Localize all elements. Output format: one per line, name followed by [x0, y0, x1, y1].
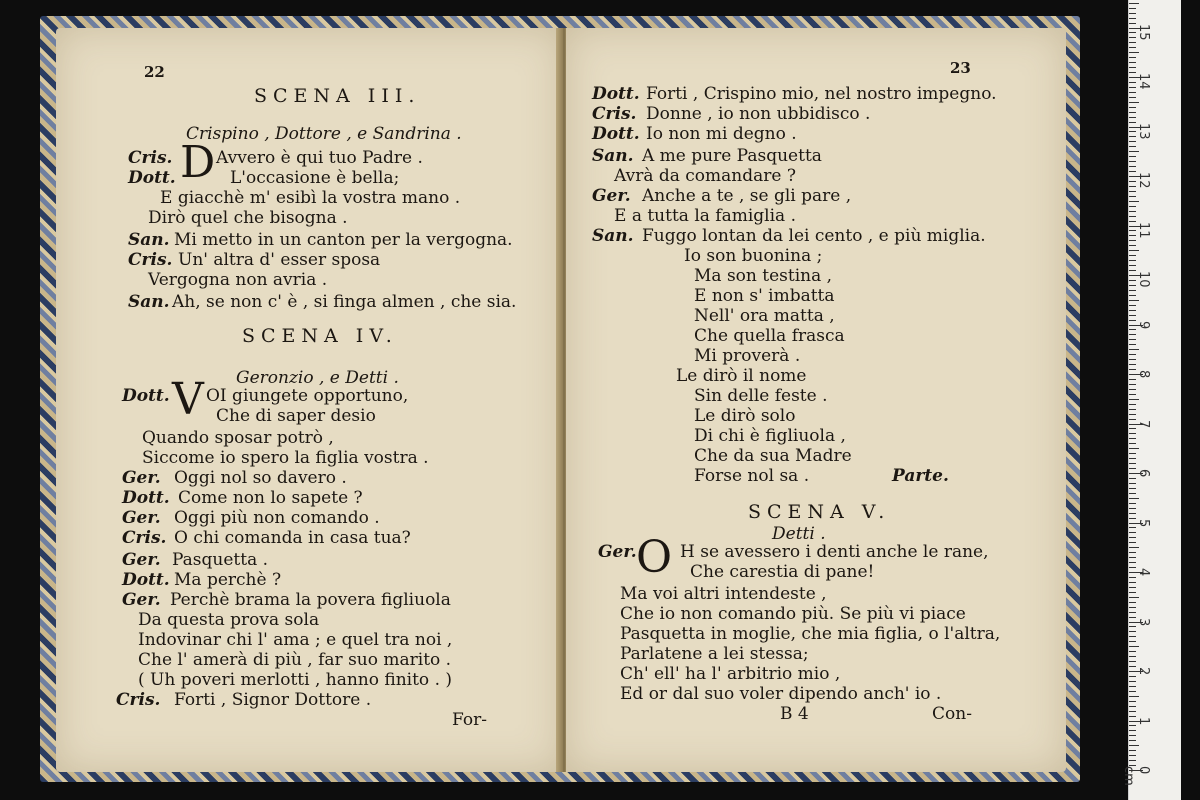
ruler-tick: [1129, 686, 1136, 687]
verse-line: Donne , io non ubbidisco .: [646, 104, 871, 124]
drop-cap: D: [180, 137, 216, 188]
ruler-tick: [1129, 661, 1136, 662]
aria-line: Che da sua Madre: [694, 446, 852, 466]
ruler-tick: [1129, 656, 1136, 657]
ruler-tick: [1129, 607, 1136, 608]
ruler-tick: [1129, 359, 1136, 360]
ruler-tick: [1129, 52, 1139, 53]
ruler-tick: [1129, 493, 1136, 494]
aria-line: Sin delle feste .: [694, 386, 828, 406]
ruler-tick: [1129, 631, 1136, 632]
ruler-tick: [1129, 72, 1136, 73]
ruler-tick: [1129, 300, 1139, 301]
verse-line: Ma voi altri intendeste ,: [620, 584, 827, 604]
ruler-tick: [1129, 666, 1136, 667]
ruler-tick: [1129, 735, 1136, 736]
verse-line: Ed or dal suo voler dipendo anch' io .: [620, 684, 942, 704]
signature-mark: B 4: [780, 704, 809, 724]
ruler-tick: [1129, 379, 1136, 380]
verse-line: Pasquetta .: [172, 550, 269, 570]
verse-line: Ma perchè ?: [174, 570, 282, 590]
aria-line: Io son buonina ;: [684, 246, 823, 266]
ruler-tick: [1129, 136, 1136, 137]
aria-line: Mi proverà .: [694, 346, 801, 366]
ruler-tick: [1129, 166, 1136, 167]
verse-line: Siccome io spero la figlia vostra .: [142, 448, 429, 468]
ruler-tick: [1129, 587, 1136, 588]
verse-line: Oggi nol so davero .: [174, 468, 347, 488]
ruler-tick: [1129, 349, 1139, 350]
verse-line: Io non mi degno .: [646, 124, 797, 144]
aria-line: E non s' imbatta: [694, 286, 835, 306]
drop-cap: V: [172, 374, 204, 425]
ruler-tick: [1129, 641, 1136, 642]
ruler-tick: [1129, 320, 1136, 321]
speaker: Dott.: [592, 84, 640, 104]
speaker: Dott.: [122, 570, 170, 590]
ruler-tick: [1129, 711, 1136, 712]
ruler-tick: [1129, 602, 1136, 603]
aria-line: Ma son testina ,: [694, 266, 833, 286]
ruler-tick: [1129, 255, 1136, 256]
scene-heading: SCENA III.: [254, 85, 421, 107]
ruler-label: 11: [1136, 221, 1151, 239]
aria-line: Nell' ora matta ,: [694, 306, 835, 326]
ruler-tick: [1129, 542, 1136, 543]
ruler-tick: [1129, 354, 1136, 355]
ruler-tick: [1129, 235, 1136, 236]
ruler-tick: [1129, 171, 1136, 172]
exit-direction: Parte.: [892, 466, 949, 486]
verse-line: Avvero è qui tuo Padre .: [216, 148, 423, 168]
ruler-tick: [1129, 201, 1139, 202]
ruler-tick: [1129, 696, 1139, 697]
speaker: Ger.: [122, 550, 161, 570]
ruler-tick: [1129, 557, 1136, 558]
speaker: San.: [128, 292, 170, 312]
ruler-tick: [1129, 369, 1136, 370]
scene-cast: Geronzio , e Detti .: [236, 368, 399, 388]
right-page: [566, 28, 1066, 772]
ruler-tick: [1129, 57, 1136, 58]
ruler-tick: [1129, 211, 1136, 212]
ruler-tick: [1129, 260, 1136, 261]
ruler-tick: [1129, 760, 1136, 761]
ruler-tick: [1129, 161, 1136, 162]
speaker: San.: [592, 146, 634, 166]
ruler-label: 3: [1136, 617, 1151, 626]
ruler-tick: [1129, 562, 1136, 563]
speaker: Dott.: [122, 488, 170, 508]
ruler-label: 14: [1136, 73, 1151, 90]
scene-cast: Detti .: [772, 524, 826, 544]
verse-line: Che di saper desio: [216, 406, 376, 426]
verse-line: O chi comanda in casa tua?: [174, 528, 411, 548]
speaker: Ger.: [122, 508, 161, 528]
ruler-tick: [1129, 443, 1136, 444]
speaker: Dott.: [128, 168, 176, 188]
aria-line: Che quella frasca: [694, 326, 845, 346]
scene-heading: SCENA IV.: [242, 325, 398, 347]
scene-cast: Crispino , Dottore , e Sandrina .: [186, 124, 462, 144]
page-number: 23: [950, 59, 971, 77]
ruler-tick: [1129, 626, 1136, 627]
ruler-tick: [1129, 285, 1136, 286]
ruler-tick: [1129, 394, 1136, 395]
ruler-tick: [1129, 750, 1136, 751]
verse-line: Parlatene a lei stessa;: [620, 644, 809, 664]
verse-line: Ch' ell' ha l' arbitrio mio ,: [620, 664, 841, 684]
verse-line: A me pure Pasquetta: [642, 146, 822, 166]
verse-line: Un' altra d' esser sposa: [178, 250, 381, 270]
speaker: Cris.: [592, 104, 637, 124]
ruler-label: 15: [1136, 23, 1151, 41]
ruler-tick: [1129, 245, 1136, 246]
ruler-tick: [1129, 438, 1136, 439]
ruler-tick: [1129, 117, 1136, 118]
ruler-tick: [1129, 191, 1136, 192]
verse-line: Ah, se non c' è , si finga almen , che sia.: [172, 292, 517, 312]
ruler-tick: [1129, 87, 1136, 88]
verse-line: ( Uh poveri merlotti , hanno finito . ): [138, 670, 453, 690]
verse-line: Mi metto in un canton per la vergogna.: [174, 230, 513, 250]
speaker: Cris.: [116, 690, 161, 710]
ruler-tick: [1129, 730, 1136, 731]
ruler-tick: [1129, 240, 1136, 241]
ruler-tick: [1129, 141, 1136, 142]
ruler-tick: [1129, 612, 1136, 613]
ruler-tick: [1129, 37, 1136, 38]
ruler-tick: [1129, 265, 1136, 266]
ruler-tick: [1129, 468, 1136, 469]
ruler-tick: [1129, 32, 1136, 33]
scene-heading: SCENA V.: [748, 501, 891, 523]
ruler-tick: [1129, 582, 1136, 583]
page-number: 22: [144, 63, 165, 81]
ruler-label: 2: [1136, 667, 1151, 676]
verse-line: Anche a te , se gli pare ,: [642, 186, 852, 206]
speaker: Ger.: [592, 186, 631, 206]
aria-line: Le dirò il nome: [676, 366, 807, 386]
drop-cap: O: [636, 532, 673, 583]
ruler-tick: [1129, 453, 1136, 454]
ruler-tick: [1129, 156, 1136, 157]
ruler-tick: [1129, 448, 1139, 449]
ruler-tick: [1129, 636, 1136, 637]
ruler-tick: [1129, 463, 1136, 464]
ruler-label: 6: [1136, 469, 1151, 478]
ruler-tick: [1129, 206, 1136, 207]
ruler-tick: [1129, 23, 1136, 24]
ruler-tick: [1129, 567, 1136, 568]
ruler-tick: [1129, 290, 1136, 291]
ruler-label: 7: [1136, 419, 1151, 428]
ruler-tick: [1129, 334, 1136, 335]
ruler-tick: [1129, 725, 1136, 726]
ruler-tick: [1129, 389, 1136, 390]
speaker: Ger.: [598, 542, 637, 562]
ruler-tick: [1129, 97, 1136, 98]
ruler-tick: [1129, 315, 1136, 316]
ruler-tick: [1129, 112, 1136, 113]
ruler-tick: [1129, 646, 1139, 647]
ruler-label: 9: [1136, 320, 1151, 329]
speaker: Cris.: [122, 528, 167, 548]
ruler-tick: [1129, 414, 1136, 415]
ruler-tick: [1129, 230, 1136, 231]
ruler-tick: [1129, 42, 1136, 43]
verse-line: Avrà da comandare ?: [614, 166, 796, 186]
ruler-label: 12: [1136, 172, 1151, 189]
speaker: San.: [128, 230, 170, 250]
verse-line: OI giungete opportuno,: [206, 386, 409, 406]
ruler-tick: [1129, 433, 1136, 434]
ruler-tick: [1129, 18, 1136, 19]
ruler-tick: [1129, 13, 1136, 14]
ruler-tick: [1129, 577, 1136, 578]
ruler-tick: [1129, 691, 1136, 692]
left-page: [56, 28, 562, 772]
ruler-tick: [1129, 67, 1136, 68]
verse-line: Indovinar chi l' ama ; e quel tra noi ,: [138, 630, 453, 650]
ruler-tick: [1129, 597, 1139, 598]
ruler-label: 4: [1136, 568, 1151, 577]
verse-line: Che l' amerà di più , far suo marito .: [138, 650, 452, 670]
ruler-tick: [1129, 107, 1136, 108]
ruler-tick: [1129, 216, 1136, 217]
ruler-tick: [1129, 532, 1136, 533]
ruler-tick: [1129, 151, 1139, 152]
ruler-tick: [1129, 478, 1136, 479]
ruler-tick: [1129, 131, 1136, 132]
ruler-tick: [1129, 706, 1136, 707]
catchword: For-: [452, 710, 487, 730]
ruler-tick: [1129, 527, 1136, 528]
ruler-tick: [1129, 745, 1139, 746]
ruler-tick: [1129, 329, 1136, 330]
ruler-tick: [1129, 102, 1139, 103]
verse-line: Da questa prova sola: [138, 610, 320, 630]
ruler-tick: [1129, 364, 1136, 365]
ruler-tick: [1129, 250, 1139, 251]
ruler-tick: [1129, 8, 1136, 9]
ruler-tick: [1129, 518, 1136, 519]
ruler-tick: [1129, 651, 1136, 652]
ruler-tick: [1129, 498, 1139, 499]
verse-line: Che io non comando più. Se più vi piace: [620, 604, 966, 624]
ruler-tick: [1129, 428, 1136, 429]
speaker: Ger.: [122, 468, 161, 488]
ruler-tick: [1129, 384, 1136, 385]
ruler-tick: [1129, 122, 1136, 123]
ruler-tick: [1129, 310, 1136, 311]
ruler-tick: [1129, 537, 1136, 538]
verse-line: Come non lo sapete ?: [178, 488, 363, 508]
ruler-tick: [1129, 701, 1136, 702]
ruler-tick: [1129, 280, 1136, 281]
ruler-tick: [1129, 552, 1136, 553]
ruler-tick: [1129, 592, 1136, 593]
ruler-label: 10: [1136, 271, 1151, 288]
measurement-ruler: [1121, 0, 1181, 800]
ruler-tick: [1129, 186, 1136, 187]
speaker: San.: [592, 226, 634, 246]
aria-line: Di chi è figliuola ,: [694, 426, 846, 446]
verse-line: Fuggo lontan da lei cento , e più miglia.: [642, 226, 986, 246]
ruler-label: 8: [1136, 370, 1151, 379]
verse-line: E giacchè m' esibì la vostra mano .: [160, 188, 461, 208]
speaker: Cris.: [128, 148, 173, 168]
ruler-tick: [1129, 344, 1136, 345]
verse-line: Vergogna non avria .: [148, 270, 328, 290]
ruler-tick: [1129, 508, 1136, 509]
verse-line: Oggi più non comando .: [174, 508, 380, 528]
ruler-tick: [1129, 47, 1136, 48]
speaker: Dott.: [592, 124, 640, 144]
ruler-tick: [1129, 82, 1136, 83]
ruler-tick: [1129, 270, 1136, 271]
ruler-label: 13: [1136, 122, 1151, 140]
ruler-tick: [1129, 716, 1136, 717]
ruler-tick: [1129, 295, 1136, 296]
verse-line: E a tutta la famiglia .: [614, 206, 796, 226]
ruler-tick: [1129, 419, 1136, 420]
verse-line: Pasquetta in moglie, che mia figlia, o l'altra,: [620, 624, 1001, 644]
ruler-tick: [1129, 488, 1136, 489]
ruler-label: 5: [1136, 518, 1151, 527]
verse-line: L'occasione è bella;: [230, 168, 400, 188]
ruler-tick: [1129, 681, 1136, 682]
verse-line: Forti , Signor Dottore .: [174, 690, 372, 710]
verse-line: Che carestia di pane!: [690, 562, 875, 582]
ruler-tick: [1129, 399, 1139, 400]
ruler-tick: [1129, 181, 1136, 182]
ruler-tick: [1129, 458, 1136, 459]
ruler-tick: [1129, 196, 1136, 197]
aria-line: Forse nol sa .: [694, 466, 810, 486]
ruler-tick: [1129, 92, 1136, 93]
verse-line: Perchè brama la povera figliuola: [170, 590, 451, 610]
speaker: Ger.: [122, 590, 161, 610]
ruler-tick: [1129, 305, 1136, 306]
ruler-tick: [1129, 62, 1136, 63]
speaker: Cris.: [128, 250, 173, 270]
verse-line: H se avessero i denti anche le rane,: [680, 542, 989, 562]
verse-line: Quando sposar potrò ,: [142, 428, 334, 448]
verse-line: Forti , Crispino mio, nel nostro impegno.: [646, 84, 997, 104]
aria-line: Le dirò solo: [694, 406, 796, 426]
ruler-tick: [1129, 617, 1136, 618]
ruler-tick: [1129, 146, 1136, 147]
ruler-tick: [1129, 513, 1136, 514]
ruler-tick: [1129, 483, 1136, 484]
ruler-label: 0 cm: [1121, 766, 1151, 786]
speaker: Dott.: [122, 386, 170, 406]
catchword: Con-: [932, 704, 972, 724]
ruler-tick: [1129, 676, 1136, 677]
ruler-tick: [1129, 547, 1139, 548]
ruler-tick: [1129, 503, 1136, 504]
verse-line: Dirò quel che bisogna .: [148, 208, 348, 228]
ruler-tick: [1129, 339, 1136, 340]
ruler-tick: [1129, 404, 1136, 405]
ruler-tick: [1129, 755, 1136, 756]
ruler-tick: [1129, 409, 1136, 410]
ruler-tick: [1129, 3, 1139, 4]
ruler-tick: [1129, 740, 1136, 741]
ruler-label: 1: [1136, 716, 1151, 725]
ruler-tick: [1129, 221, 1136, 222]
